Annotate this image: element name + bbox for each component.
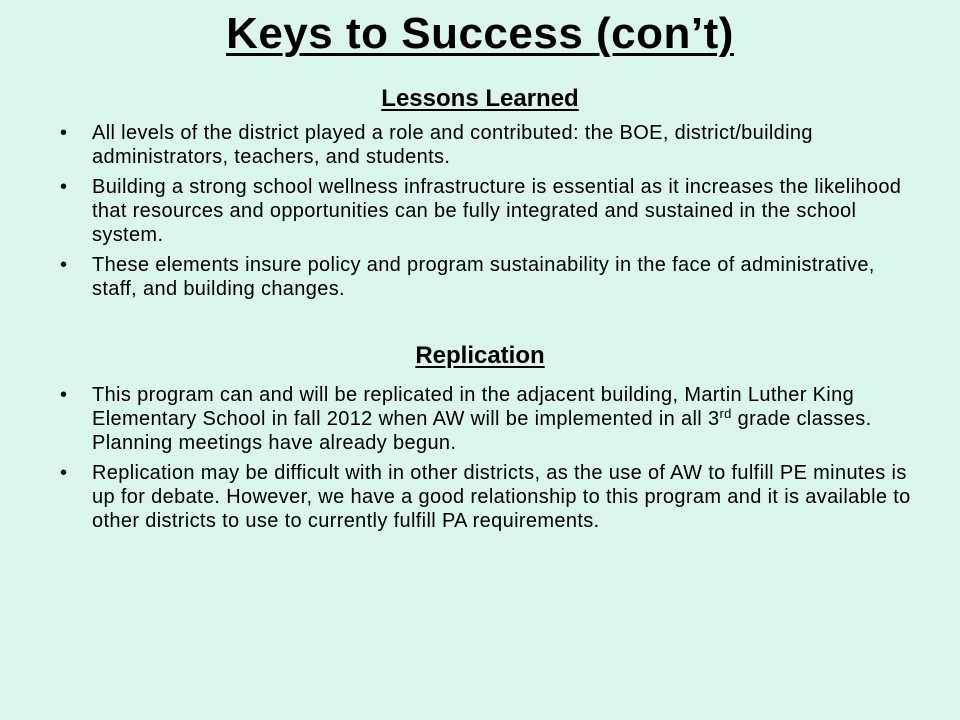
bullet-text: Building a strong school wellness infrastructure is essential as it increases the likelihood that resources and opportunities can be fully integrated and sustained in the school system. bbox=[92, 176, 902, 246]
list-item bbox=[58, 121, 918, 169]
list-item bbox=[58, 461, 918, 533]
list-item bbox=[58, 175, 918, 247]
lessons-learned-list bbox=[58, 121, 918, 307]
bullet-text: All levels of the district played a role and contributed: the BOE, district/building administrators, teachers, and students. bbox=[92, 122, 813, 168]
bullet-text-part: This program can and will be replicated in the adjacent building, Martin Luther King Elementary School in fall 2012 when AW will be implemented in all 3 bbox=[92, 384, 855, 430]
bullet-text: Replication may be difficult with in other districts, as the use of AW to fulfill PE minutes is up for debate. However, we have a good relationship to this program and it is available to other districts to use to currently fulfill PA requirements. bbox=[92, 462, 911, 532]
bullet-text: These elements insure policy and program sustainability in the face of administrative, staff, and building changes. bbox=[92, 254, 875, 300]
bullet-icon: • bbox=[60, 462, 68, 484]
bullet-text-part: grade classes. Planning meetings have already begun. bbox=[92, 408, 872, 454]
replication-heading: Replication bbox=[415, 342, 545, 369]
list-item bbox=[58, 253, 918, 301]
list-item bbox=[58, 383, 918, 455]
ordinal-superscript: rd bbox=[719, 406, 732, 421]
bullet-text bbox=[92, 384, 872, 454]
bullet-icon: • bbox=[60, 384, 68, 406]
bullet-icon: • bbox=[60, 176, 68, 198]
bullet-icon: • bbox=[60, 254, 68, 276]
bullet-icon: • bbox=[60, 122, 68, 144]
slide-title: Keys to Success (con’t) bbox=[226, 9, 734, 58]
replication-list bbox=[58, 383, 918, 539]
lessons-learned-heading: Lessons Learned bbox=[381, 85, 579, 112]
